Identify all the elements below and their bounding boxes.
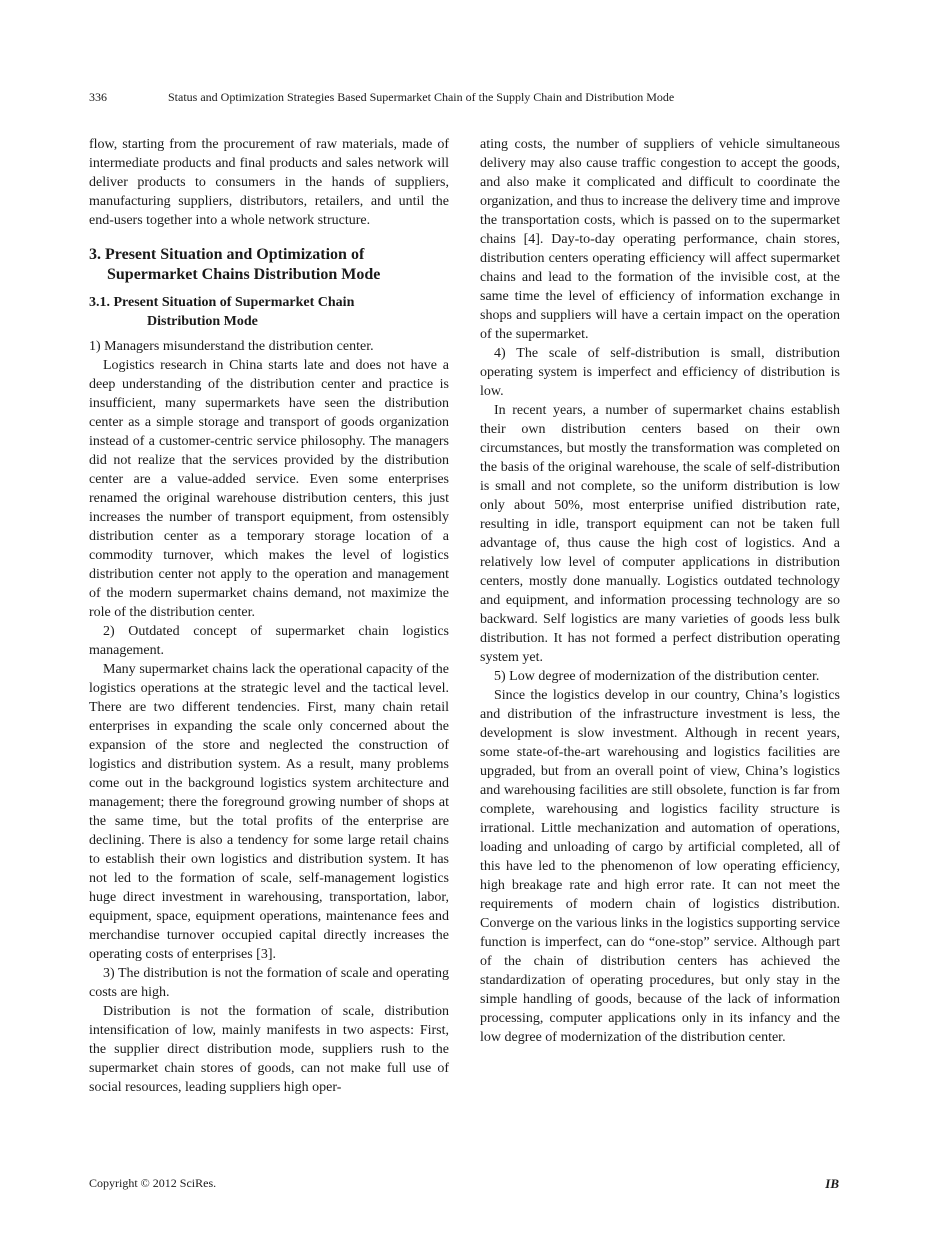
section-heading-line1: 3. Present Situation and Optimization of bbox=[89, 246, 365, 263]
list-item-4: 4) The scale of self-distribution is small, distribution operating system is imperfect and efficiency of distribution is low. bbox=[480, 346, 840, 399]
paragraph-3: Distribution is not the formation of scale, distribution intensification of low, mainly manifests in two aspects: First, the supplier direct distribution mode, suppliers rush to the supermarket chain stores of goods, can not make full use of social resources, leading suppliers high oper- bbox=[89, 1004, 449, 1095]
page-header bbox=[89, 90, 839, 108]
copyright-notice: Copyright © 2012 SciRes. bbox=[89, 1176, 217, 1190]
running-title: Status and Optimization Strategies Based Supermarket Chain of the Supply Chain and Distribution Mode bbox=[168, 90, 675, 104]
paragraph-1: Logistics research in China starts late and does not have a deep understanding of the distribution center and practice is insufficient, many supermarkets have seen the distribution center as a simple storage and transport of goods organization instead of a customer-centric service philosophy. The managers did not realize that the services provided by the distribution center are a value-added service. Even some enterprises renamed the original warehouse distribution centers, this just increases the number of transport equipment, from ostensibly distribution center as a temporary storage location of a commodity turnover, which makes the level of logistics distribution center not apply to the operation and management of the modern supermarket chains demand, not maximize the role of the distribution center. bbox=[89, 358, 449, 620]
section-heading-line2: Supermarket Chains Distribution Mode bbox=[107, 266, 381, 283]
journal-abbreviation: IB bbox=[825, 1176, 839, 1191]
right-column bbox=[480, 135, 840, 1047]
subsection-heading bbox=[89, 293, 449, 331]
paragraph-4: In recent years, a number of supermarket chains establish their own distribution centers based on their own circumstances, but mostly the transformation was completed on the basis of the original warehouse, the scale of self-distribution is small and not complete, so the uniform distribution is low only about 50%, most enterprise unified distribution rate, resulting in idle, transport equipment can not be taken full advantage of, thus cause the high cost of logistics. And a relatively low level of computer applications in distribution centers, mostly done manually. Logistics outdated technology and equipment, and information processing technology are so backward. Self logistics are many varieties of goods less bulk distribution. It has not formed a perfect distribution operating system yet. bbox=[480, 403, 840, 665]
section-heading bbox=[89, 245, 449, 285]
left-column bbox=[89, 135, 449, 1097]
list-item-2: 2) Outdated concept of supermarket chain logistics management. bbox=[89, 624, 449, 658]
subsection-heading-line1: 3.1. Present Situation of Supermarket Chain bbox=[89, 295, 355, 310]
paragraph-5: Since the logistics develop in our country, China’s logistics and distribution of the infrastructure investment is less, the development is slow investment. Although in recent years, some state-of-the-art warehousing and logistics facilities are upgraded, but from an overall point of view, China’s logistics and warehousing facilities are still obsolete, function is far from complete, warehousing and logistics facility structure is irrational. Little mechanization and automation of operations, loading and unloading of cargo by artificial completed, all of this have led to the phenomenon of low operating efficiency, high breakage rate and high error rate. It can not meet the requirements of modern chain of logistics distribution. Converge on the various links in the logistics supporting service function is imperfect, can do “one-stop” service. Although part of the chain of distribution centers has achieved the standardization of operating procedures, but only stay in the simple handling of goods, because of the lack of information processing, computer applications only in its infancy and the low degree of modernization of the distribution center. bbox=[480, 688, 840, 1045]
intro-paragraph: flow, starting from the procurement of raw materials, made of intermediate products and final products and sales network will deliver products to consumers in the hands of suppliers, manufacturing suppliers, distributors, retailers, and until the end-users together into a whole network structure. bbox=[89, 137, 449, 228]
subsection-heading-line2: Distribution Mode bbox=[147, 314, 258, 329]
list-item-1: 1) Managers misunderstand the distribution center. bbox=[89, 339, 374, 354]
list-item-3: 3) The distribution is not the formation of scale and operating costs are high. bbox=[89, 966, 449, 1000]
list-item-5: 5) Low degree of modernization of the distribution center. bbox=[494, 669, 820, 684]
page-number: 336 bbox=[89, 90, 107, 104]
paragraph-2: Many supermarket chains lack the operational capacity of the logistics operations at the strategic level and the tactical level. There are two different tendencies. First, many chain retail enterprises in expanding the scale only concerned about the expansion of the store and neglected the construction of logistics and distribution system. As a result, many problems come out in the background logistics system architecture and management; there the foreground growing number of shops at the same time, but the total profits of the enterprise are declining. There is also a tendency for some large retail chains to establish their own logistics and distribution system. It has not led to the formation of scale, self-management logistics huge direct investment in warehousing, transportation, labor, equipment, space, equipment operations, maintenance fees and merchandise turnover occupied capital directly increases the operating costs of enterprises [3]. bbox=[89, 662, 449, 962]
continued-paragraph: ating costs, the number of suppliers of vehicle simultaneous delivery may also cause traffic congestion to accept the goods, and also make it complicated and difficult to coordinate the organization, and thus to increase the delivery time and improve the transportation costs, which is passed on to the supermarket chains [4]. Day-to-day operating performance, chain stores, distribution centers operating efficiency will affect supermarket chains and lead to the formation of the invisible cost, at the same time the level of efficiency of information exchange in shops and suppliers will have a certain impact on the operation of the supermarket. bbox=[480, 137, 840, 342]
